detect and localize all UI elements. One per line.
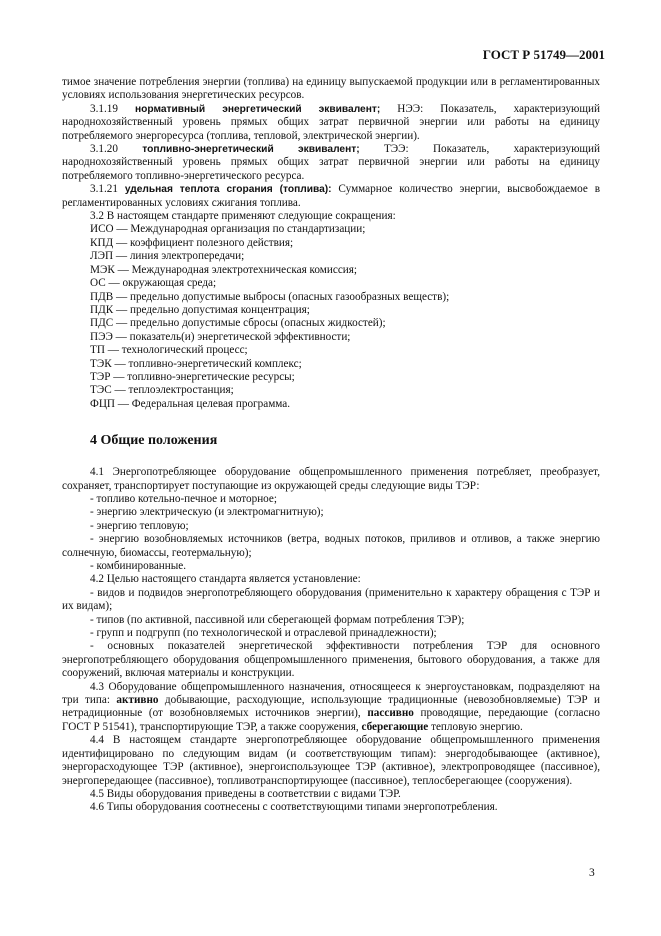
abbreviation-item: ПДВ — предельно допустимые выбросы (опасных газообразных веществ);: [90, 290, 450, 303]
list-item: - комбинированные.: [90, 560, 187, 572]
definition-number: 3.1.19: [90, 102, 118, 115]
definition-text: ТЭЭ: Показатель, характеризующий народнохозяйственный уровень прямых общих затрат первичной энергии или работы на единицу потребляемого топливно-энергетического ресурса.: [62, 143, 601, 182]
definition-number: 3.1.20: [90, 143, 118, 156]
list-item: - основных показателей энергетической эффективности потребления ТЭР для основного энергопотребляющего оборудования общепромышленного применения, бытового оборудования, а также для сооружений, включая материалы и конструкции.: [62, 640, 600, 680]
paragraph-4-6: 4.6 Типы оборудования соотнесены с соответствующими типами энергопотребления.: [90, 801, 498, 814]
list-item: - видов и подвидов энергопотребляющего оборудования (применительно к характеру обращения с ТЭР и их видам);: [62, 586, 600, 613]
definition-3-1-19: [62, 103, 600, 143]
list-item: - типов (по активной, пассивной или сберегающей формам потребления ТЭР);: [90, 613, 465, 626]
abbreviation-item: ФЦП — Федеральная целевая программа.: [90, 397, 291, 410]
emphasis-passive: пассивно: [367, 707, 414, 720]
page-number: 3: [589, 867, 595, 879]
text-run: проводящие, передающие (согласно ГОСТ Р 51541), транспортирующие ТЭР, а также сооружения,: [62, 707, 600, 733]
abbreviation-item: ПДК — предельно допустимая концентрация;: [90, 303, 310, 316]
list-item: - групп и подгрупп (по технологической и отраслевой принадлежности);: [90, 627, 437, 640]
document-header: ГОСТ Р 51749—2001: [482, 47, 605, 62]
list-item: - энергию тепловую;: [90, 519, 189, 532]
abbreviation-item: КПД — коэффициент полезного действия;: [90, 236, 294, 249]
text-run: добывающие, расходующие, использующие традиционные (невозобновляемые) ТЭР и нетрадиционные (от возобновляемых источников энергии),: [62, 694, 600, 720]
paragraph-4-5: 4.5 Виды оборудования приведены в соответствии с видами ТЭР.: [90, 787, 401, 800]
definition-text: Суммарное количество энергии, высвобождаемое в регламентированных условиях сжигания топлива.: [62, 183, 600, 209]
paragraph-4-1: 4.1 Энергопотребляющее оборудование общепромышленного применения потребляет, преобразует, сохраняет, транспортирует поступающие из окружающей среды следующие виды ТЭР:: [62, 466, 600, 492]
paragraph: тимое значение потребления энергии (топлива) на единицу выпускаемой продукции или в регламентированных условиях использования энергетических ресурсов.: [62, 76, 600, 102]
abbreviation-item: ТЭК — топливно-энергетический комплекс;: [90, 357, 302, 370]
abbreviation-item: ИСО — Международная организация по стандартизации;: [90, 223, 366, 236]
definition-3-1-20: [62, 143, 600, 183]
definition-number: 3.1.21: [90, 183, 118, 196]
list-item: - топливо котельно-печное и моторное;: [90, 492, 277, 505]
definition-term: топливно-энергетический эквивалент;: [142, 144, 360, 156]
abbreviations-intro: 3.2 В настоящем стандарте применяют следующие сокращения:: [90, 210, 396, 223]
section-heading: 4 Общие положения: [90, 433, 218, 449]
abbreviation-item: ТП — технологический процесс;: [90, 344, 248, 357]
abbreviation-item: МЭК — Международная электротехническая комиссия;: [90, 263, 358, 276]
abbreviation-item: ТЭР — топливно-энергетические ресурсы;: [90, 370, 295, 383]
abbreviation-item: ОС — окружающая среда;: [90, 277, 217, 290]
definition-term: удельная теплота сгорания (топлива):: [124, 184, 332, 196]
list-item: - энергию возобновляемых источников (ветра, водных потоков, приливов и отливов, а также энергию солнечную, биомассы, геотермальную);: [62, 533, 600, 559]
definition-3-1-21: [62, 183, 600, 210]
list-item: - энергию электрическую (и электромагнитную);: [90, 506, 324, 519]
abbreviation-item: ТЭС — теплоэлектростанция;: [90, 384, 234, 397]
page-content: [62, 76, 600, 815]
emphasis-active: активно: [116, 694, 159, 707]
emphasis-saving: сберегающие: [361, 720, 429, 733]
abbreviation-item: ПЭЭ — показатель(и) энергетической эффективности;: [90, 330, 351, 343]
definition-text: НЭЭ: Показатель, характеризующий народнохозяйственный уровень прямых общих затрат первичной энергии или работы на единицу потребляемого энергоресурса (топлива, тепловой, электрической энергии).: [62, 102, 600, 142]
abbreviation-item: ПДС — предельно допустимые сбросы (опасных жидкостей);: [90, 317, 386, 330]
paragraph-4-2: 4.2 Целью настоящего стандарта является установление:: [90, 573, 361, 586]
text-run: 4.3 Оборудование общепромышленного назначения, относящееся к энергоустановкам, подразделяют на три типа:: [62, 680, 600, 707]
text-run: тепловую энергию.: [428, 720, 523, 733]
paragraph-4-4: 4.4 В настоящем стандарте энергопотребляющее оборудование общепромышленного применения идентифицировано по следующим видам (и соответствующим типам): энергодобывающее (активное), энергорасходующее ТЭР (активное), энергоиспользующее ТЭР (активное), электропроводящее (пассивное), энергопередающее (пассивное), топливотранспортирующее (пассивное), теплосберегающее (сооружения).: [62, 734, 600, 787]
definition-term: нормативный энергетический эквивалент;: [134, 103, 381, 115]
paragraph-4-3: [62, 681, 600, 735]
abbreviation-item: ЛЭП — линия электропередачи;: [90, 250, 245, 263]
